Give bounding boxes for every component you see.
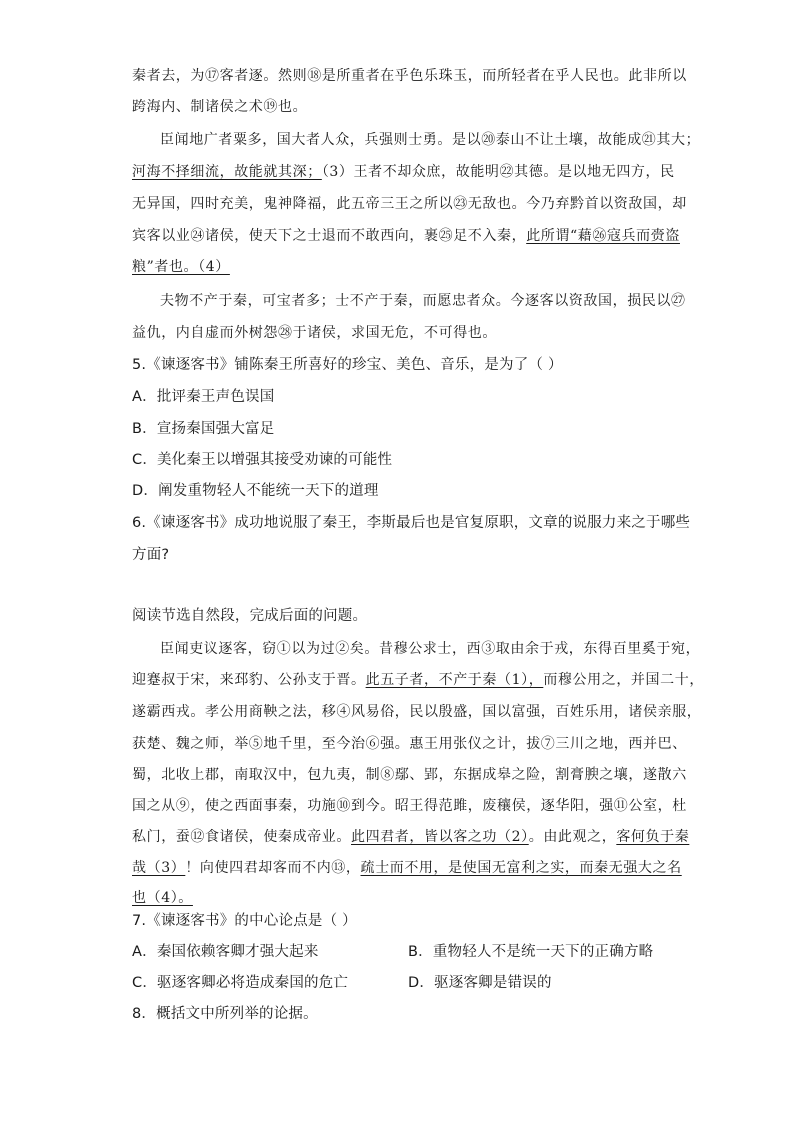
q7-option-a[interactable]: A．秦国依赖客卿才强大起来 bbox=[132, 944, 319, 960]
q5-option-d[interactable]: D．阐发重物轻人不能统一天下的道理 bbox=[132, 483, 379, 499]
underlined-sentence: 河海不择细流，故能就其深； bbox=[132, 164, 322, 180]
passage2-line bbox=[132, 858, 682, 878]
q7-option-c[interactable]: C．驱逐客卿必将造成秦国的危亡 bbox=[132, 975, 349, 991]
passage2-line bbox=[132, 888, 672, 908]
passage2-line: 蜀，北收上郡，南取汉中，包九夷，制⑧鄢、郢，东据成皋之险，割膏腴之壤，遂散六 bbox=[132, 767, 687, 783]
text-span: 。由此观之， bbox=[528, 829, 617, 845]
q7-option-b[interactable]: B．重物轻人不是统一天下的正确方略 bbox=[408, 944, 654, 960]
passage2-line bbox=[132, 827, 690, 847]
q7-option-d[interactable]: D．驱逐客卿是错误的 bbox=[408, 975, 552, 991]
passage2-line: 国之从⑨，使之西面事秦，功施⑩到今。昭王得范雎，废穰侯，逐华阳，强⑪公室，杜 bbox=[132, 798, 687, 814]
passage2-line: 臣闻吏议逐客，窃①以为过②矣。昔穆公求士，西③取由余于戎，东得百里奚于宛， bbox=[160, 641, 701, 657]
section-intro: 阅读节选自然段，完成后面的问题。 bbox=[132, 608, 368, 624]
text-span: 私门，蚕⑫食诸侯，使秦成帝业。 bbox=[132, 829, 351, 845]
text-span: 而穆公用之，并国二十， bbox=[543, 672, 704, 688]
text-span: ！向使四君却客而不内⑬， bbox=[185, 860, 361, 876]
passage1-line: 无异国，四时充美，鬼神降福，此五帝三王之所以㉓无敌也。今乃弃黔首以资敌国，却 bbox=[132, 196, 687, 212]
text-span: 宾客以业㉔诸侯，使天下之士退而不敢西向，裹㉕足不入秦， bbox=[132, 228, 527, 244]
text-span: （3）王者不却众庶，故能明㉒其德。是以地无四方，民 bbox=[321, 164, 675, 180]
underlined-sentence: 哉（3） bbox=[132, 860, 186, 876]
underlined-sentence: 此所谓“藉㉖寇兵而赍盗 bbox=[526, 228, 680, 244]
question-8-stem: 8．概括文中所列举的论据。 bbox=[132, 1006, 318, 1022]
q7-options-row-1 bbox=[132, 942, 672, 962]
passage1-line: 益仇，内自虚而外树怨㉘于诸侯，求国无危，不可得也。 bbox=[132, 325, 497, 341]
passage1-line bbox=[132, 257, 672, 277]
question-6-stem-cont: 方面? bbox=[132, 547, 170, 563]
underlined-sentence: 疏士而不用，是使国无富利之实，而秦无强大之名 bbox=[360, 860, 682, 876]
question-7-stem: 7.《谏逐客书》的中心论点是（ ） bbox=[132, 913, 357, 929]
passage1-line bbox=[132, 226, 680, 246]
underlined-sentence: 粮”者也。（4） bbox=[132, 259, 230, 275]
passage1-line: 跨海内、制诸侯之术⑲也。 bbox=[132, 99, 308, 115]
passage2-line bbox=[132, 670, 704, 690]
underlined-sentence: 此四君者，皆以客之功（2） bbox=[351, 829, 529, 845]
text-span: 迎蹇叔于宋，来邳豹、公孙支于晋。 bbox=[132, 672, 366, 688]
passage2-line: 遂霸西戎。孝公用商鞅之法，移④风易俗，民以殷盛，国以富强，百姓乐用，诸侯亲服， bbox=[132, 704, 702, 720]
underlined-sentence: 此五子者，不产于秦（1）， bbox=[365, 672, 544, 688]
passage2-line: 获楚、魏之师，举⑤地千里，至今治⑥强。惠王用张仪之计，拔⑦三川之地，西并巴、 bbox=[132, 736, 687, 752]
q5-option-c[interactable]: C．美化秦王以增强其接受劝谏的可能性 bbox=[132, 452, 393, 468]
passage1-line bbox=[132, 162, 675, 182]
passage1-line: 臣闻地广者粟多，国大者人众，兵强则士勇。是以⑳泰山不让土壤，故能成㉑其大； bbox=[160, 132, 701, 148]
q5-option-b[interactable]: B．宣扬秦国强大富足 bbox=[132, 421, 275, 437]
underlined-sentence: 也（4）。 bbox=[132, 890, 193, 906]
question-5-stem: 5.《谏逐客书》铺陈秦王所喜好的珍宝、美色、音乐，是为了（ ） bbox=[132, 357, 563, 373]
question-6-stem: 6.《谏逐客书》成功地说服了秦王，李斯最后也是官复原职，文章的说服力来之于哪些 bbox=[132, 515, 691, 531]
q7-options-row-2 bbox=[132, 973, 672, 993]
underlined-sentence: 客何负于秦 bbox=[616, 829, 690, 845]
passage1-line: 秦者去，为⑰客者逐。然则⑱是所重者在乎色乐珠玉，而所轻者在乎人民也。此非所以 bbox=[132, 68, 687, 84]
q5-option-a[interactable]: A．批评秦王声色误国 bbox=[132, 389, 275, 405]
passage1-line: 夫物不产于秦，可宝者多；士不产于秦，而愿忠者众。今逐客以资敌国，损民以㉗ bbox=[160, 293, 686, 309]
